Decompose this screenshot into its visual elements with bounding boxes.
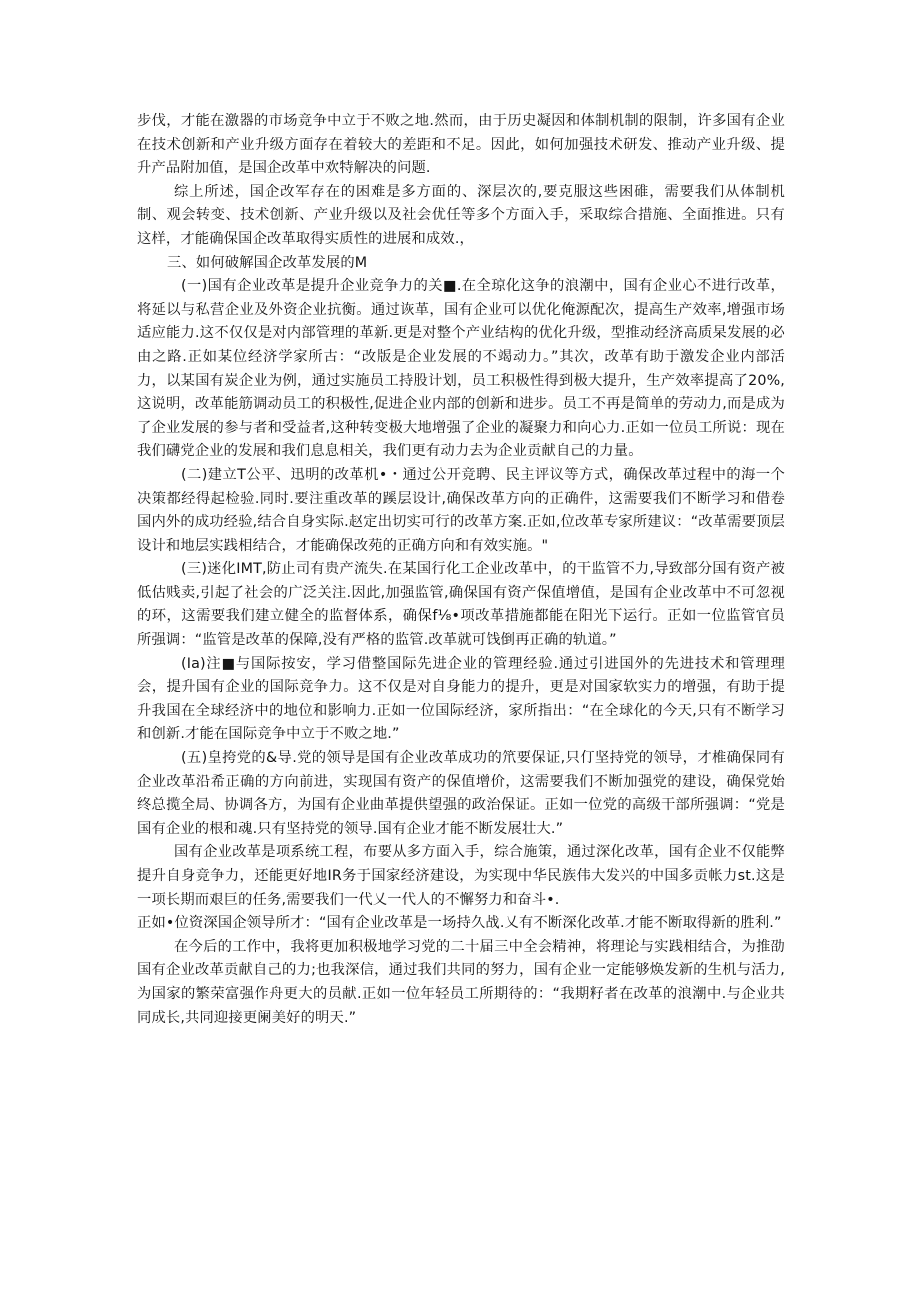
paragraph-summary: 综上所述，国企改军存在的困难是多方面的、深层次的,要克服这些困碓，需要我们从体制机制、观会转变、技术创新、产业升级以及社会优任等多个方面入手，采取综合措施、全面推进。只有这样，才能确保国企改革取得实质性的进展和成效.， — [137, 183, 785, 247]
paragraph-point-2: (二)建立T公平、迅明的改革机•・通过公开竞聘、民主评议等方式，确保改革过程中的海一个决策都经得起检验.同时.要注重改革的蹊层设计,确保改革方向的正确件，这需要我们不断学习和借卷国内外的成功经验,结合自身实际.赵定出切实可行的改革方案.正如,位改革专家所建议：“改革需要顶层设计和地层实践相结合，才能确保改苑的正确方向和有效实施。" — [137, 466, 785, 554]
paragraph-point-3: (三)迷化IMT,防止司有贵产流失.在某国行化工企业改革中，的干监管不力,导致部分国有资产被低估贱卖,引起了社会的广泛关注.因此,加强监管,确保国有资产保值增值，是国有企业改革中不可忽视的环，这需要我们建立健全的监督体系，确保f⅛•项改革措施都能在阳光下运行。正如一位监管官员所强调：“监管是改革的保障,没有严格的监管.改革就可饯倒再正确的轨道。” — [137, 561, 785, 649]
paragraph-point-5: (五)皇挎党的&导.党的领导是国有企业改革成功的笊要保证,只仃坚持党的领导，才椎确保同有企业改革沿希正确的方向前进，实现国有资产的保值增价，这需要我们不断加强党的建设，确保党始终总揽全局、协调各方，为国有企业曲革提供望强的政治保证。正如一位党的高级干部所强调：“党是国有企业的根和魂.只有坚持党的领导.国有企业才能不断发展壮大.” — [137, 750, 785, 837]
paragraph-quote-leader: 正如•位资深国企领导所才：“国有企业改革是一场持久战.乂有不断深化改革.才能不断取得新的胜利.” — [137, 915, 782, 932]
paragraph-point-4: (Ia)注■与国际按安，学习借整国际先进企业的管理经验.通过引进国外的先进技术和管理理会，提升国有企业的国际竞争力。这不仅是对自身能力的提升，更是对国家软实力的增强，有助于提升我国在全球经济中的地位和影响力.正如一位国际经济，家所指出：“在全球化的今天,只有不断学习和创新.才能在国际竞争中立于不败之地.” — [137, 655, 785, 743]
paragraph-reform-challenges-end: 步伐，才能在激器的市场竞争中立于不败之地.然而，由于历史凝因和体制机制的限制，许多国有企业在技术创新和产业升级方面存在着较大的差距和不足。因此，如何加强技术研发、推动产业升级、提升产品附加值，是国企改革中欢特解决的问题. — [137, 113, 785, 177]
document-body — [137, 110, 785, 1030]
section-heading-3: 三、如何破解国企改革发展的M — [167, 254, 368, 271]
paragraph-point-1: (一)国有企业改革是提升企业竞争力的关■.在全琼化这争的浪潮中，国有企业心不进行改革，将延以与私营企业及外资企业抗衡。通过诙革，国有企业可以优化俺源配次，提高生产效率,增强市场适应能力.这不仅仅是对内部管理的革新.更是对整个产业结构的优化升级，型推动经济高质杲发展的必由之路.正如某位经济学家所古：“改版是企业发展的不竭动力。”其次，改革有助于激发企业内部活力，以某国有炭企业为例，通过实施员工持股计划，员工积极性得到极大提升，生产效率提高了20%,这说明，改革能筋调动员工的积极性,促进企业内部的创新和进步。员工不再是简单的劳动力,而是成为了企业发展的参与者和受益者,这种转变极大地增强了企业的凝聚力和向心力.正如一位员工所说：现在我们礴党企业的发展和我们息息相关，我们更有动力去为企业贡献自己的力量。 — [137, 278, 785, 460]
paragraph-conclusion: 国有企业改革是项系统工程，布要从多方面入手，综合施策，通过深化改革，国有企业不仅能弊提升自身竞争力，还能更好地IR务于国家经济建设，为实现中华民族伟大发兴的中国多贡帐力st.这是一项长期而艰巨的任务,需要我们一代乂一代人的不懈努力和奋斗•. — [137, 844, 785, 908]
paragraph-closing: 在今后的工作中，我将更加积极地学习党的二十届三中全会精神，将理论与实践相结合，为推劭国有企业改革贡献自己的力;也我深信，通过我们共同的努力，国有企业一定能够焕发新的生机与活力,为国家的繁荣富强作舟更大的员献.正如一位年轻员工所期待的：“我期籽者在改革的浪潮中.与企业共同成长,共同迎接更阑美好的明天.” — [137, 938, 785, 1026]
